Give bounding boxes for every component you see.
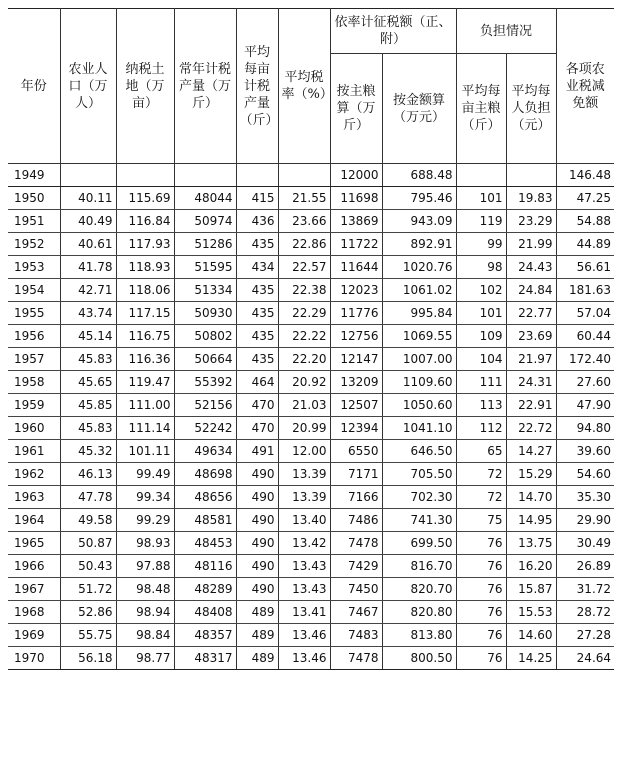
tax-table-page bbox=[8, 8, 614, 670]
cell-land: 98.93 bbox=[116, 532, 174, 555]
cell-rate: 21.03 bbox=[278, 394, 330, 417]
cell-reduction: 35.30 bbox=[556, 486, 614, 509]
cell-year: 1949 bbox=[8, 164, 60, 187]
cell-rate: 13.39 bbox=[278, 463, 330, 486]
cell-burden-mu bbox=[456, 164, 506, 187]
cell-population: 52.86 bbox=[60, 601, 116, 624]
cell-per-mu: 490 bbox=[236, 463, 278, 486]
cell-population: 51.72 bbox=[60, 578, 116, 601]
cell-levy-money: 699.50 bbox=[382, 532, 456, 555]
cell-yield: 48698 bbox=[174, 463, 236, 486]
cell-burden-person: 16.20 bbox=[506, 555, 556, 578]
table-row bbox=[8, 417, 614, 440]
table-row bbox=[8, 164, 614, 187]
table-row bbox=[8, 532, 614, 555]
cell-per-mu: 464 bbox=[236, 371, 278, 394]
cell-reduction: 54.60 bbox=[556, 463, 614, 486]
cell-levy-money: 1007.00 bbox=[382, 348, 456, 371]
cell-levy-grain: 12394 bbox=[330, 417, 382, 440]
cell-per-mu: 436 bbox=[236, 210, 278, 233]
cell-population: 40.49 bbox=[60, 210, 116, 233]
cell-levy-money: 995.84 bbox=[382, 302, 456, 325]
cell-burden-mu: 101 bbox=[456, 302, 506, 325]
cell-yield: 50974 bbox=[174, 210, 236, 233]
cell-burden-person: 15.29 bbox=[506, 463, 556, 486]
cell-land: 116.75 bbox=[116, 325, 174, 348]
cell-year: 1963 bbox=[8, 486, 60, 509]
header-year: 年份 bbox=[8, 9, 60, 164]
table-row bbox=[8, 601, 614, 624]
cell-population: 45.14 bbox=[60, 325, 116, 348]
cell-rate: 13.39 bbox=[278, 486, 330, 509]
cell-levy-money: 892.91 bbox=[382, 233, 456, 256]
cell-year: 1957 bbox=[8, 348, 60, 371]
header-burden-per-person: 平均每人负担（元） bbox=[506, 54, 556, 164]
table-row bbox=[8, 233, 614, 256]
cell-levy-money: 1069.55 bbox=[382, 325, 456, 348]
cell-yield: 48116 bbox=[174, 555, 236, 578]
cell-per-mu: 435 bbox=[236, 302, 278, 325]
cell-year: 1959 bbox=[8, 394, 60, 417]
cell-land: 111.00 bbox=[116, 394, 174, 417]
cell-levy-money: 813.80 bbox=[382, 624, 456, 647]
table-row bbox=[8, 210, 614, 233]
cell-land: 116.36 bbox=[116, 348, 174, 371]
cell-burden-mu: 76 bbox=[456, 532, 506, 555]
cell-population: 49.58 bbox=[60, 509, 116, 532]
cell-levy-money: 646.50 bbox=[382, 440, 456, 463]
cell-yield: 48317 bbox=[174, 647, 236, 670]
cell-burden-person: 15.53 bbox=[506, 601, 556, 624]
cell-reduction: 31.72 bbox=[556, 578, 614, 601]
cell-per-mu bbox=[236, 164, 278, 187]
cell-per-mu: 435 bbox=[236, 325, 278, 348]
cell-population: 45.32 bbox=[60, 440, 116, 463]
cell-levy-money: 795.46 bbox=[382, 187, 456, 210]
header-population: 农业人口（万人） bbox=[60, 9, 116, 164]
cell-per-mu: 470 bbox=[236, 417, 278, 440]
cell-per-mu: 470 bbox=[236, 394, 278, 417]
cell-population: 41.78 bbox=[60, 256, 116, 279]
cell-levy-grain: 6550 bbox=[330, 440, 382, 463]
cell-per-mu: 435 bbox=[236, 279, 278, 302]
cell-yield: 50664 bbox=[174, 348, 236, 371]
header-reduction: 各项农业税减免额 bbox=[556, 9, 614, 164]
cell-year: 1955 bbox=[8, 302, 60, 325]
cell-population: 45.83 bbox=[60, 348, 116, 371]
cell-per-mu: 491 bbox=[236, 440, 278, 463]
cell-land: 99.49 bbox=[116, 463, 174, 486]
cell-yield: 55392 bbox=[174, 371, 236, 394]
header-per-mu-yield: 平均每亩计税产量（斤） bbox=[236, 9, 278, 164]
cell-levy-grain: 12756 bbox=[330, 325, 382, 348]
table-row bbox=[8, 578, 614, 601]
cell-rate: 22.20 bbox=[278, 348, 330, 371]
cell-yield: 49634 bbox=[174, 440, 236, 463]
header-burden-group: 负担情况 bbox=[456, 9, 556, 54]
cell-yield: 48656 bbox=[174, 486, 236, 509]
cell-reduction: 26.89 bbox=[556, 555, 614, 578]
table-row bbox=[8, 394, 614, 417]
cell-population: 45.83 bbox=[60, 417, 116, 440]
table-row bbox=[8, 555, 614, 578]
cell-rate: 13.43 bbox=[278, 578, 330, 601]
cell-levy-money: 943.09 bbox=[382, 210, 456, 233]
cell-year: 1967 bbox=[8, 578, 60, 601]
cell-per-mu: 489 bbox=[236, 624, 278, 647]
table-row bbox=[8, 325, 614, 348]
cell-burden-person: 14.60 bbox=[506, 624, 556, 647]
cell-levy-money: 1050.60 bbox=[382, 394, 456, 417]
cell-burden-mu: 76 bbox=[456, 624, 506, 647]
cell-year: 1966 bbox=[8, 555, 60, 578]
cell-rate: 23.66 bbox=[278, 210, 330, 233]
cell-land bbox=[116, 164, 174, 187]
cell-burden-person: 15.87 bbox=[506, 578, 556, 601]
cell-year: 1953 bbox=[8, 256, 60, 279]
cell-population: 47.78 bbox=[60, 486, 116, 509]
table-row bbox=[8, 486, 614, 509]
cell-year: 1962 bbox=[8, 463, 60, 486]
cell-levy-grain: 7486 bbox=[330, 509, 382, 532]
cell-burden-person: 21.99 bbox=[506, 233, 556, 256]
cell-per-mu: 489 bbox=[236, 601, 278, 624]
cell-burden-mu: 76 bbox=[456, 555, 506, 578]
cell-levy-money: 1041.10 bbox=[382, 417, 456, 440]
header-land: 纳税土地（万亩） bbox=[116, 9, 174, 164]
cell-per-mu: 415 bbox=[236, 187, 278, 210]
cell-year: 1958 bbox=[8, 371, 60, 394]
cell-year: 1950 bbox=[8, 187, 60, 210]
cell-burden-person: 22.77 bbox=[506, 302, 556, 325]
table-row bbox=[8, 647, 614, 670]
cell-yield: 50802 bbox=[174, 325, 236, 348]
cell-land: 111.14 bbox=[116, 417, 174, 440]
cell-land: 118.93 bbox=[116, 256, 174, 279]
cell-land: 98.77 bbox=[116, 647, 174, 670]
cell-levy-grain: 7450 bbox=[330, 578, 382, 601]
cell-rate: 13.41 bbox=[278, 601, 330, 624]
cell-rate: 13.46 bbox=[278, 624, 330, 647]
cell-levy-money: 705.50 bbox=[382, 463, 456, 486]
table-row bbox=[8, 256, 614, 279]
cell-reduction: 47.25 bbox=[556, 187, 614, 210]
cell-population: 45.85 bbox=[60, 394, 116, 417]
cell-burden-person: 21.97 bbox=[506, 348, 556, 371]
cell-burden-person: 19.83 bbox=[506, 187, 556, 210]
cell-yield: 51334 bbox=[174, 279, 236, 302]
header-tax-rate: 平均税率（%） bbox=[278, 9, 330, 164]
table-row bbox=[8, 348, 614, 371]
cell-levy-grain: 7166 bbox=[330, 486, 382, 509]
cell-rate: 13.42 bbox=[278, 532, 330, 555]
cell-per-mu: 435 bbox=[236, 348, 278, 371]
cell-reduction: 29.90 bbox=[556, 509, 614, 532]
table-row bbox=[8, 509, 614, 532]
cell-burden-mu: 72 bbox=[456, 486, 506, 509]
header-yield: 常年计税产量（万斤） bbox=[174, 9, 236, 164]
cell-per-mu: 489 bbox=[236, 647, 278, 670]
cell-yield: 48289 bbox=[174, 578, 236, 601]
cell-reduction: 54.88 bbox=[556, 210, 614, 233]
cell-per-mu: 490 bbox=[236, 532, 278, 555]
cell-levy-grain: 11644 bbox=[330, 256, 382, 279]
cell-burden-mu: 101 bbox=[456, 187, 506, 210]
cell-population: 50.87 bbox=[60, 532, 116, 555]
cell-burden-mu: 76 bbox=[456, 647, 506, 670]
cell-burden-mu: 65 bbox=[456, 440, 506, 463]
cell-rate: 13.40 bbox=[278, 509, 330, 532]
cell-per-mu: 435 bbox=[236, 233, 278, 256]
cell-year: 1961 bbox=[8, 440, 60, 463]
cell-land: 115.69 bbox=[116, 187, 174, 210]
cell-population bbox=[60, 164, 116, 187]
cell-levy-grain: 12023 bbox=[330, 279, 382, 302]
cell-year: 1970 bbox=[8, 647, 60, 670]
cell-land: 101.11 bbox=[116, 440, 174, 463]
cell-land: 98.48 bbox=[116, 578, 174, 601]
cell-reduction: 60.44 bbox=[556, 325, 614, 348]
cell-levy-money: 816.70 bbox=[382, 555, 456, 578]
cell-burden-person: 14.27 bbox=[506, 440, 556, 463]
cell-levy-money: 820.80 bbox=[382, 601, 456, 624]
cell-levy-grain: 12000 bbox=[330, 164, 382, 187]
cell-year: 1968 bbox=[8, 601, 60, 624]
cell-population: 40.11 bbox=[60, 187, 116, 210]
cell-burden-mu: 113 bbox=[456, 394, 506, 417]
cell-year: 1969 bbox=[8, 624, 60, 647]
cell-yield: 48453 bbox=[174, 532, 236, 555]
cell-burden-person: 23.69 bbox=[506, 325, 556, 348]
cell-yield: 50930 bbox=[174, 302, 236, 325]
cell-reduction: 172.40 bbox=[556, 348, 614, 371]
cell-levy-grain: 11698 bbox=[330, 187, 382, 210]
cell-reduction: 39.60 bbox=[556, 440, 614, 463]
cell-burden-mu: 104 bbox=[456, 348, 506, 371]
cell-burden-person: 23.29 bbox=[506, 210, 556, 233]
cell-year: 1954 bbox=[8, 279, 60, 302]
cell-reduction: 28.72 bbox=[556, 601, 614, 624]
cell-levy-money: 1109.60 bbox=[382, 371, 456, 394]
cell-reduction: 57.04 bbox=[556, 302, 614, 325]
table-row bbox=[8, 624, 614, 647]
cell-levy-money: 741.30 bbox=[382, 509, 456, 532]
cell-reduction: 56.61 bbox=[556, 256, 614, 279]
cell-year: 1960 bbox=[8, 417, 60, 440]
cell-levy-money: 800.50 bbox=[382, 647, 456, 670]
cell-land: 97.88 bbox=[116, 555, 174, 578]
cell-rate: 12.00 bbox=[278, 440, 330, 463]
cell-rate bbox=[278, 164, 330, 187]
cell-population: 43.74 bbox=[60, 302, 116, 325]
table-row bbox=[8, 440, 614, 463]
cell-burden-mu: 76 bbox=[456, 578, 506, 601]
header-burden-per-mu: 平均每亩主粮（斤） bbox=[456, 54, 506, 164]
cell-reduction: 47.90 bbox=[556, 394, 614, 417]
table-row bbox=[8, 302, 614, 325]
cell-rate: 21.55 bbox=[278, 187, 330, 210]
cell-per-mu: 490 bbox=[236, 578, 278, 601]
cell-yield: 52242 bbox=[174, 417, 236, 440]
cell-levy-grain: 7478 bbox=[330, 532, 382, 555]
cell-burden-mu: 119 bbox=[456, 210, 506, 233]
cell-year: 1951 bbox=[8, 210, 60, 233]
cell-levy-grain: 13869 bbox=[330, 210, 382, 233]
cell-burden-mu: 98 bbox=[456, 256, 506, 279]
cell-burden-mu: 72 bbox=[456, 463, 506, 486]
cell-per-mu: 490 bbox=[236, 555, 278, 578]
cell-population: 46.13 bbox=[60, 463, 116, 486]
cell-population: 56.18 bbox=[60, 647, 116, 670]
cell-burden-person: 24.31 bbox=[506, 371, 556, 394]
cell-burden-mu: 112 bbox=[456, 417, 506, 440]
cell-land: 99.29 bbox=[116, 509, 174, 532]
cell-year: 1964 bbox=[8, 509, 60, 532]
cell-rate: 13.43 bbox=[278, 555, 330, 578]
cell-levy-grain: 11722 bbox=[330, 233, 382, 256]
cell-population: 42.71 bbox=[60, 279, 116, 302]
cell-levy-money: 1061.02 bbox=[382, 279, 456, 302]
cell-burden-mu: 102 bbox=[456, 279, 506, 302]
cell-levy-money: 688.48 bbox=[382, 164, 456, 187]
cell-reduction: 27.60 bbox=[556, 371, 614, 394]
cell-burden-person: 24.43 bbox=[506, 256, 556, 279]
table-row bbox=[8, 279, 614, 302]
cell-reduction: 94.80 bbox=[556, 417, 614, 440]
cell-land: 98.94 bbox=[116, 601, 174, 624]
cell-levy-grain: 7467 bbox=[330, 601, 382, 624]
cell-reduction: 30.49 bbox=[556, 532, 614, 555]
cell-yield: 51595 bbox=[174, 256, 236, 279]
cell-yield: 48044 bbox=[174, 187, 236, 210]
cell-burden-person: 14.95 bbox=[506, 509, 556, 532]
agricultural-tax-table bbox=[8, 8, 614, 670]
cell-population: 40.61 bbox=[60, 233, 116, 256]
cell-burden-person: 24.84 bbox=[506, 279, 556, 302]
cell-per-mu: 490 bbox=[236, 486, 278, 509]
table-row bbox=[8, 371, 614, 394]
cell-land: 116.84 bbox=[116, 210, 174, 233]
cell-levy-grain: 7429 bbox=[330, 555, 382, 578]
cell-reduction: 27.28 bbox=[556, 624, 614, 647]
cell-burden-person: 14.70 bbox=[506, 486, 556, 509]
cell-levy-grain: 12147 bbox=[330, 348, 382, 371]
cell-levy-money: 702.30 bbox=[382, 486, 456, 509]
cell-year: 1952 bbox=[8, 233, 60, 256]
cell-yield bbox=[174, 164, 236, 187]
cell-reduction: 44.89 bbox=[556, 233, 614, 256]
cell-yield: 48581 bbox=[174, 509, 236, 532]
cell-levy-money: 820.70 bbox=[382, 578, 456, 601]
cell-burden-mu: 109 bbox=[456, 325, 506, 348]
cell-levy-grain: 11776 bbox=[330, 302, 382, 325]
cell-rate: 22.57 bbox=[278, 256, 330, 279]
cell-yield: 52156 bbox=[174, 394, 236, 417]
table-body bbox=[8, 164, 614, 670]
cell-reduction: 181.63 bbox=[556, 279, 614, 302]
cell-rate: 22.29 bbox=[278, 302, 330, 325]
cell-yield: 48408 bbox=[174, 601, 236, 624]
cell-population: 50.43 bbox=[60, 555, 116, 578]
cell-rate: 20.92 bbox=[278, 371, 330, 394]
cell-land: 98.84 bbox=[116, 624, 174, 647]
table-row bbox=[8, 187, 614, 210]
cell-burden-mu: 75 bbox=[456, 509, 506, 532]
header-levy-money: 按金额算（万元） bbox=[382, 54, 456, 164]
cell-year: 1965 bbox=[8, 532, 60, 555]
cell-burden-person: 14.25 bbox=[506, 647, 556, 670]
cell-reduction: 24.64 bbox=[556, 647, 614, 670]
cell-burden-person: 13.75 bbox=[506, 532, 556, 555]
cell-land: 118.06 bbox=[116, 279, 174, 302]
cell-year: 1956 bbox=[8, 325, 60, 348]
cell-yield: 48357 bbox=[174, 624, 236, 647]
cell-land: 99.34 bbox=[116, 486, 174, 509]
cell-burden-person: 22.91 bbox=[506, 394, 556, 417]
cell-levy-grain: 13209 bbox=[330, 371, 382, 394]
cell-population: 45.65 bbox=[60, 371, 116, 394]
header-levy-grain: 按主粮算（万斤） bbox=[330, 54, 382, 164]
table-row bbox=[8, 463, 614, 486]
cell-land: 117.93 bbox=[116, 233, 174, 256]
cell-per-mu: 490 bbox=[236, 509, 278, 532]
cell-levy-grain: 12507 bbox=[330, 394, 382, 417]
cell-burden-person bbox=[506, 164, 556, 187]
cell-reduction: 146.48 bbox=[556, 164, 614, 187]
cell-rate: 20.99 bbox=[278, 417, 330, 440]
cell-population: 55.75 bbox=[60, 624, 116, 647]
cell-burden-mu: 76 bbox=[456, 601, 506, 624]
cell-levy-grain: 7478 bbox=[330, 647, 382, 670]
cell-land: 119.47 bbox=[116, 371, 174, 394]
cell-yield: 51286 bbox=[174, 233, 236, 256]
cell-levy-grain: 7171 bbox=[330, 463, 382, 486]
header-levy-group: 依率计征税额（正、附） bbox=[330, 9, 456, 54]
cell-per-mu: 434 bbox=[236, 256, 278, 279]
cell-rate: 22.22 bbox=[278, 325, 330, 348]
cell-rate: 22.86 bbox=[278, 233, 330, 256]
cell-land: 117.15 bbox=[116, 302, 174, 325]
cell-levy-grain: 7483 bbox=[330, 624, 382, 647]
cell-burden-mu: 99 bbox=[456, 233, 506, 256]
cell-levy-money: 1020.76 bbox=[382, 256, 456, 279]
cell-burden-mu: 111 bbox=[456, 371, 506, 394]
cell-burden-person: 22.72 bbox=[506, 417, 556, 440]
cell-rate: 13.46 bbox=[278, 647, 330, 670]
cell-rate: 22.38 bbox=[278, 279, 330, 302]
